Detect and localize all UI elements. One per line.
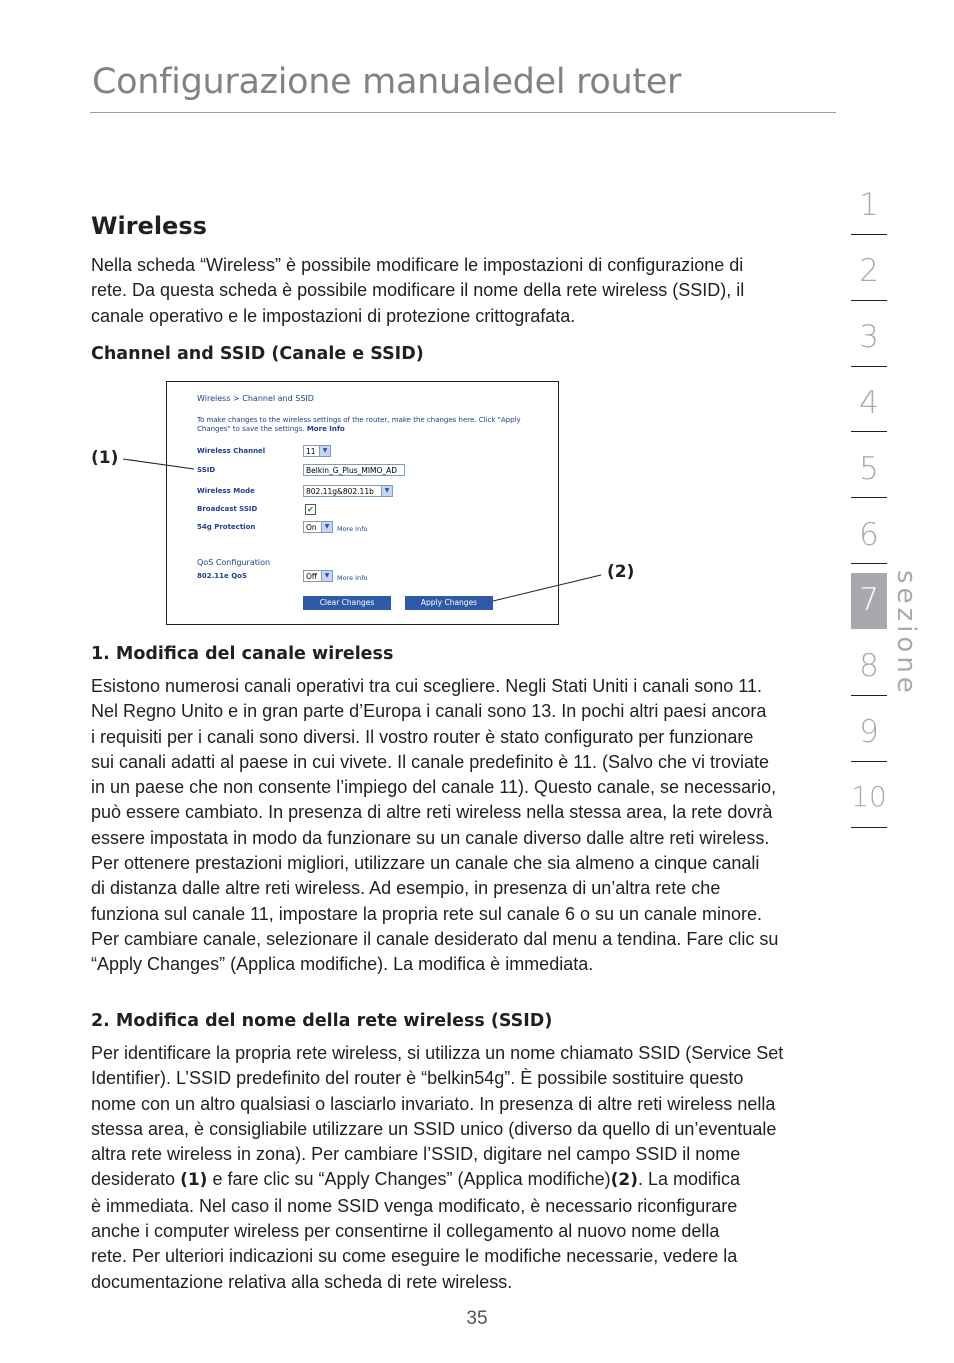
figure-description-line: To make changes to the wireless settings of the router, make the changes here. Click "Apply	[197, 416, 521, 424]
text-line: essere impostata in modo da funzionare su un canale diverso dalle altre reti wireless.	[91, 827, 770, 848]
nav-divider	[851, 827, 887, 828]
ssid-input[interactable]: Belkin_G_Plus_MIMO_AD	[303, 464, 405, 476]
section-nav-2[interactable]: 2	[859, 253, 879, 289]
text-run: desiderato	[91, 1169, 181, 1190]
chevron-down-icon: ▼	[321, 522, 332, 532]
text-line: nome con un altro qualsiasi o lasciarlo invariato. In presenza di altre reti wireless nella	[91, 1093, 776, 1114]
section-label	[891, 570, 931, 700]
wireless-mode-label: Wireless Mode	[197, 487, 255, 495]
protection-more-info-link[interactable]: More Info	[337, 525, 368, 533]
text-line: Nel Regno Unito e in gran parte d’Europa i canali sono 13. In pochi altri paesi ancora	[91, 701, 767, 722]
text-line: in un paese che non consente l’impiego del canale 11). Questo canale, se necessario,	[91, 777, 777, 798]
text-line: Identifier). L’SSID predefinito del router è “belkin54g”. È possibile sostituire questo	[91, 1068, 744, 1089]
page-number: 35	[466, 1308, 488, 1329]
text-line: documentazione relativa alla scheda di rete wireless.	[91, 1271, 513, 1292]
text-line: può essere cambiato. In presenza di altre reti wireless nella stessa area, la rete dovrà	[91, 802, 773, 823]
text-line: Per identificare la propria rete wireless, si utilizza un nome chiamato SSID (Service Set	[91, 1043, 784, 1063]
page-title: Configurazione manualedel router	[92, 62, 682, 102]
section-nav-9[interactable]: 9	[859, 714, 879, 750]
wireless-channel-label: Wireless Channel	[197, 447, 266, 455]
channel-ssid-heading: Channel and SSID (Canale e SSID)	[91, 344, 424, 364]
figure-desc-more-info[interactable]: More Info	[306, 425, 345, 433]
apply-changes-button[interactable]: Apply Changes	[405, 596, 493, 610]
checkmark-icon: ✔	[307, 505, 314, 514]
nav-divider	[851, 563, 887, 564]
section-nav-1[interactable]: 1	[859, 187, 879, 223]
section-nav-3[interactable]: 3	[859, 319, 879, 355]
channel-change-paragraph	[91, 674, 778, 978]
qos-value: Off	[306, 572, 318, 581]
text-line: rete. Da questa scheda è possibile modificare il nome della rete wireless (SSID), il	[91, 280, 745, 301]
nav-divider	[851, 761, 887, 762]
nav-divider	[851, 497, 887, 498]
reference-2: (2)	[610, 1170, 638, 1191]
text-run: e fare clic su “Apply Changes” (Applica modifiche)	[207, 1169, 611, 1190]
clear-changes-button[interactable]: Clear Changes	[303, 596, 391, 610]
figure-description-line: Changes" to save the settings.	[197, 425, 305, 433]
wireless-mode-value: 802.11g&802.11b	[306, 487, 374, 496]
text-line: Esistono numerosi canali operativi tra cui scegliere. Negli Stati Uniti i canali sono 11.	[91, 676, 762, 696]
text-line: “Apply Changes” (Applica modifiche). La modifica è immediata.	[91, 954, 594, 975]
nav-divider	[851, 366, 887, 367]
text-line: è immediata. Nel caso il nome SSID venga modificato, è necessario riconfigurare	[91, 1195, 738, 1216]
callout-2-label: (2)	[607, 562, 635, 582]
text-line: i requisiti per i canali sono diversi. Il vostro router è stato configurato per funzionare	[91, 726, 754, 747]
channel-change-heading: 1. Modifica del canale wireless	[91, 644, 394, 664]
qos-label: 802.11e QoS	[197, 572, 247, 580]
section-nav-8[interactable]: 8	[859, 648, 879, 684]
chevron-down-icon: ▼	[319, 446, 330, 456]
protection-label: 54g Protection	[197, 523, 256, 531]
ssid-change-heading: 2. Modifica del nome della rete wireless (SSID)	[91, 1011, 553, 1031]
figure-breadcrumb: Wireless > Channel and SSID	[197, 394, 314, 403]
section-nav-6[interactable]: 6	[859, 517, 879, 553]
chevron-down-icon: ▼	[381, 486, 392, 496]
text-line: Nella scheda “Wireless” è possibile modificare le impostazioni di configurazione di	[91, 255, 744, 275]
section-nav-5[interactable]: 5	[859, 451, 879, 487]
section-label-text: sezione	[891, 570, 921, 697]
nav-divider	[851, 695, 887, 696]
qos-configuration-heading: QoS Configuration	[197, 558, 271, 567]
ssid-label: SSID	[197, 466, 216, 474]
nav-divider	[851, 431, 887, 432]
text-line: rete. Per ulteriori indicazioni su come eseguire le modifiche necessarie, vedere la	[91, 1246, 738, 1267]
text-line: altra rete wireless in zona). Per cambiare l’SSID, digitare nel campo SSID il nome	[91, 1144, 741, 1165]
text-line: canale operativo e le impostazioni di protezione crittografata.	[91, 305, 576, 326]
text-line: di distanza dalle altre reti wireless. Ad esempio, in presenza di un’altra rete che	[91, 878, 721, 899]
nav-divider	[851, 234, 887, 235]
section-heading: Wireless	[91, 212, 207, 240]
nav-divider	[851, 300, 887, 301]
text-line: funziona sul canale 11, impostare la propria rete sul canale 6 o su un canale minore.	[91, 903, 763, 924]
callout-1-label: (1)	[91, 448, 119, 468]
protection-value: On	[306, 523, 317, 532]
wireless-channel-value: 11	[306, 447, 316, 456]
text-line: anche i computer wireless per consentirne il collegamento al nuovo nome della	[91, 1221, 720, 1242]
text-line	[91, 1167, 783, 1193]
reference-1: (1)	[180, 1170, 208, 1191]
ssid-change-paragraph	[91, 1041, 783, 1295]
section-nav-4[interactable]: 4	[859, 385, 879, 421]
text-line: Per cambiare canale, selezionare il canale desiderato dal menu a tendina. Fare clic su	[91, 928, 779, 949]
text-line: stessa area, è consigliabile utilizzare un SSID unico (diverso da quello di un’eventuale	[91, 1118, 777, 1139]
broadcast-ssid-label: Broadcast SSID	[197, 505, 258, 513]
text-line: sui canali adatti al paese in cui vivete. Il canale predefinito è 11. (Salvo che vi troviate	[91, 751, 770, 772]
callout-line-2	[493, 575, 601, 601]
chevron-down-icon: ▼	[321, 571, 332, 581]
callout-line-1	[123, 459, 194, 469]
section-nav-10[interactable]: 10	[851, 780, 887, 813]
section-nav-7[interactable]: 7	[859, 582, 879, 618]
qos-more-info-link[interactable]: More Info	[337, 574, 368, 582]
text-line: Per ottenere prestazioni migliori, utilizzare un canale che sia almeno a cinque canali	[91, 853, 760, 874]
text-run: . La modifica	[637, 1169, 741, 1190]
